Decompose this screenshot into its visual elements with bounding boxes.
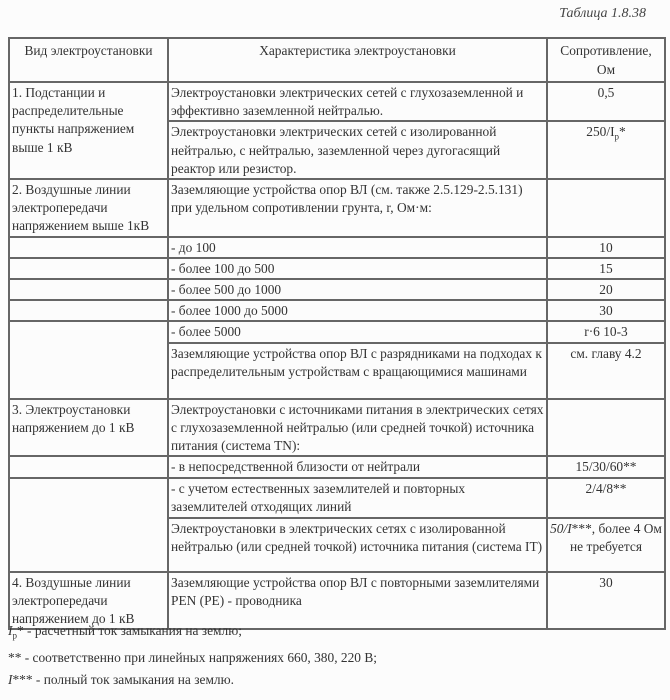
- type-cell: [9, 279, 168, 300]
- type-cell: [9, 258, 168, 279]
- desc-cell: - более 500 до 1000: [168, 279, 547, 300]
- footnote-text: * - расчетный ток замыкания на землю;: [16, 623, 242, 638]
- type-cell: [9, 456, 168, 478]
- table-row: [9, 179, 665, 237]
- desc-cell: Заземляющие устройства опор ВЛ (см. также 2.5.129-2.5.131) при удельном сопротивлении грунта, r, Ом·м:: [168, 179, 547, 237]
- value-cell: 15: [547, 258, 665, 279]
- type-cell: [9, 478, 168, 571]
- table-caption: Таблица 1.8.38: [559, 6, 646, 21]
- footnote-1: [8, 620, 377, 647]
- table-row: [9, 279, 665, 300]
- table-row: [9, 478, 665, 517]
- value-main: 50/I: [550, 520, 572, 536]
- footnote-2: [8, 647, 377, 669]
- value-rest: ***, более 4 Ом не требуется: [570, 520, 662, 554]
- footnote-text: ** - соответственно при линейных напряжениях 660, 380, 220 В;: [8, 649, 377, 665]
- value-cell: [547, 518, 665, 572]
- value-cell: 10: [547, 237, 665, 258]
- desc-cell: - в непосредственной близости от нейтрали: [168, 456, 547, 478]
- type-cell: [9, 237, 168, 258]
- value-cell: [547, 179, 665, 237]
- value-cell: 15/30/60**: [547, 456, 665, 478]
- value-cell: см. главу 4.2: [547, 343, 665, 399]
- value-cell: [547, 399, 665, 457]
- value-main: 250/I: [586, 124, 615, 140]
- desc-cell: Заземляющие устройства опор ВЛ с повторными заземлителями PEN (PE) - проводника: [168, 572, 547, 630]
- desc-cell: - более 1000 до 5000: [168, 300, 547, 321]
- value-cell: [547, 121, 665, 179]
- value-cell: 2/4/8**: [547, 478, 665, 517]
- type-cell: [9, 321, 168, 398]
- desc-cell: Электроустановки электрических сетей с глухозаземленной и эффективно заземленной нейтралью.: [168, 82, 547, 121]
- footnote-subscript: р: [12, 630, 17, 641]
- desc-cell: - до 100: [168, 237, 547, 258]
- table-row: [9, 300, 665, 321]
- type-cell: 4. Воздушные линии электропередачи напряжением до 1 кВ: [9, 572, 168, 630]
- desc-cell: Электроустановки с источниками питания в электрических сетях с глухозаземленной нейтралью (или средней точкой) источника питания (система TN):: [168, 399, 547, 457]
- desc-cell: - более 100 до 500: [168, 258, 547, 279]
- value-subscript: р: [614, 132, 620, 143]
- footnotes: [8, 620, 377, 691]
- desc-cell: Заземляющие устройства опор ВЛ с разрядниками на подходах к распределительным устройствам с вращающимися машинами: [168, 343, 547, 399]
- value-cell: r·6 10-3: [547, 321, 665, 342]
- table-row: [9, 321, 665, 342]
- table-row: [9, 82, 665, 121]
- value-cell: 20: [547, 279, 665, 300]
- footnote-3: [8, 669, 377, 691]
- type-cell: 3. Электроустановки напряжением до 1 кВ: [9, 399, 168, 457]
- grounding-resistance-table: [8, 37, 666, 630]
- table-row: [9, 399, 665, 457]
- header-type: Вид электроустановки: [9, 38, 168, 82]
- desc-cell: Электроустановки электрических сетей с изолированной нейтралью, с нейтралью, заземленной через дугогасящий реактор или резистор.: [168, 121, 547, 179]
- header-resistance: Сопротивление, Ом: [547, 38, 665, 82]
- table-row: [9, 237, 665, 258]
- type-cell: 2. Воздушные линии электропередачи напряжением выше 1кВ: [9, 179, 168, 237]
- table-row: [9, 258, 665, 279]
- footnote-symbol: I: [8, 623, 13, 638]
- footnote-symbol: I: [8, 671, 13, 687]
- header-characteristic: Характеристика электроустановки: [168, 38, 547, 82]
- table-header-row: [9, 38, 665, 82]
- type-cell: [9, 300, 168, 321]
- footnote-text: *** - полный ток замыкания на землю.: [12, 671, 234, 687]
- value-cell: 0,5: [547, 82, 665, 121]
- desc-cell: - с учетом естественных заземлителей и повторных заземлителей отходящих линий: [168, 478, 547, 517]
- desc-cell: Электроустановки в электрических сетях с изолированной нейтралью (или средней точкой) источника питания (система IT): [168, 518, 547, 572]
- value-suffix: *: [619, 124, 626, 140]
- desc-cell: - более 5000: [168, 321, 547, 342]
- value-cell: 30: [547, 300, 665, 321]
- type-cell: 1. Подстанции и распределительные пункты напряжением выше 1 кВ: [9, 82, 168, 179]
- value-cell: 30: [547, 572, 665, 630]
- table-row: [9, 456, 665, 478]
